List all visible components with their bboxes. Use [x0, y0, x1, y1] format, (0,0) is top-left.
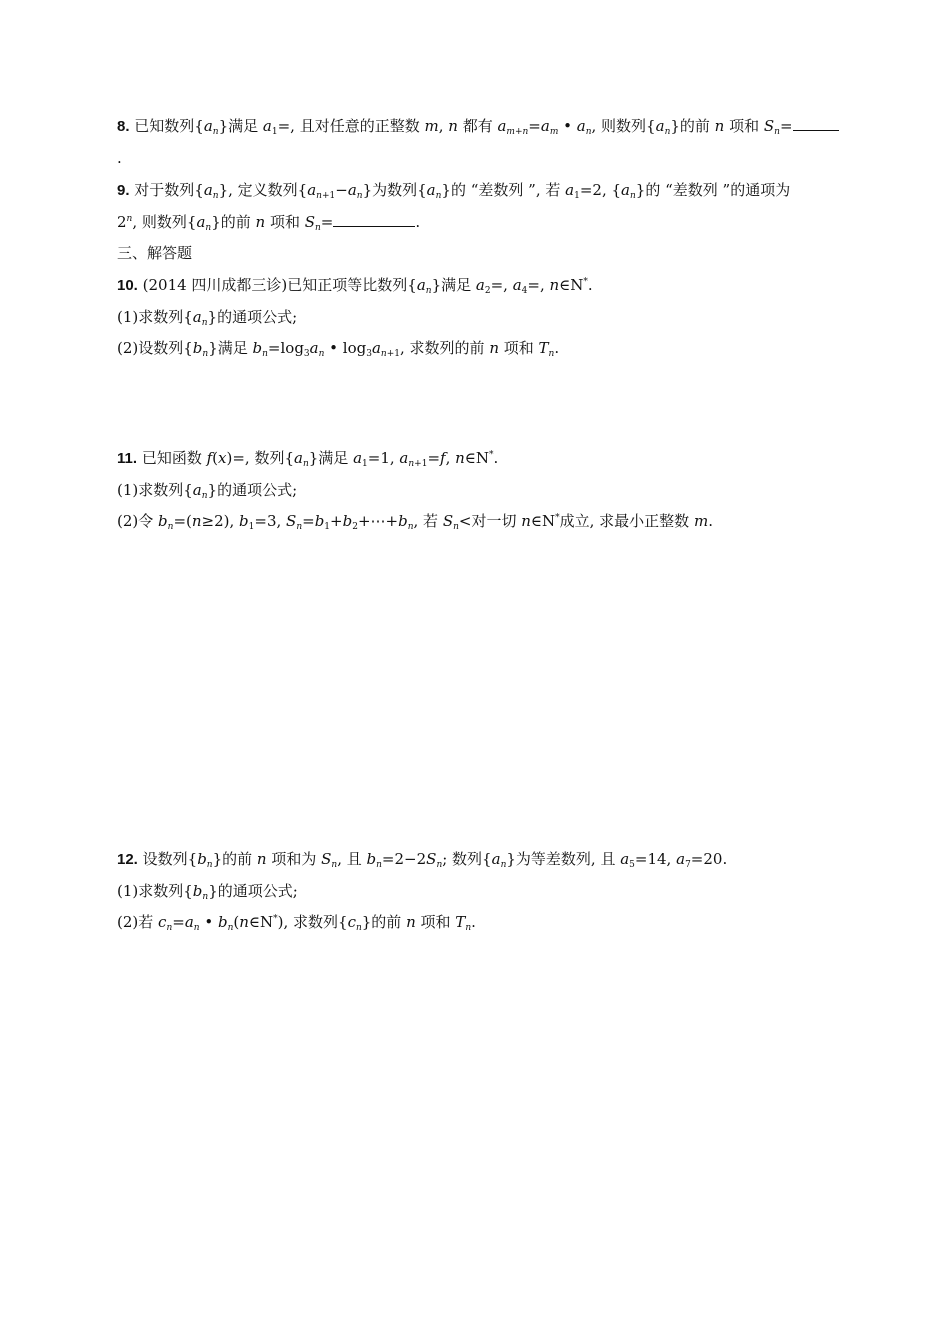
- question-12-number: 12.: [117, 851, 138, 868]
- question-8-line-2: .: [117, 149, 122, 167]
- question-11-stem: 11. 已知函数 f(x)=, 数列$\{a_n\}$满足 $a_1=1$, $a_{n+1}=f$, n∈N*.: [117, 449, 499, 469]
- question-8-text: 已知数列$\{a_n\}$满足 $a_1=$, 且对任意的正整数 m, n 都有 $a_{m+n}=a_m$ • $a_n$, 则数列$\{a_n\}$的前 n 项和 $S_n=$: [134, 117, 838, 135]
- question-8-number: 8.: [117, 118, 130, 135]
- question-10-part-1: (1)求数列$\{a_n\}$的通项公式;: [117, 308, 298, 328]
- answer-blank: [333, 212, 415, 227]
- question-9-text: 对于数列$\{a_n\}$, 定义数列$\{a_{n+1}-a_n\}$为数列$\{a_n\}$的 “差数列 ”, 若 $a_1=2$, $\{a_n\}$的 “差数列 ”的通项为: [134, 181, 791, 201]
- question-9-line-2: 2$^n$, 则数列$\{a_n\}$的前 n 项和 $S_n=$ .: [117, 213, 421, 233]
- question-11-number: 11.: [117, 450, 138, 467]
- question-11-part-2: (2)令 $b_n=(n\ge 2)$, $b_1=3$, $S_n=b_1+b_2+\cdots+b_n$, 若 $S_n<$对一切 n∈N*成立, 求最小正整数 m.: [117, 512, 713, 532]
- question-12-part-1: (1)求数列$\{b_n\}$的通项公式;: [117, 882, 298, 902]
- question-10-part-2: (2)设数列$\{b_n\}$满足 $b_n=\log_3a_n$ • $\log_3a_{n+1}$, 求数列的前 n 项和 $T_n$.: [117, 339, 560, 359]
- question-12-stem: 12. 设数列$\{b_n\}$的前 n 项和为 $S_n$, 且 $b_n=2-2S_n$; 数列$\{a_n\}$为等差数列, 且 $a_5=14$, $a_7=20$.: [117, 850, 728, 870]
- question-11-part-1: (1)求数列$\{a_n\}$的通项公式;: [117, 481, 298, 501]
- question-9-number: 9.: [117, 182, 130, 199]
- question-10-stem: 10. (2014 四川成都三诊)已知正项等比数列$\{a_n\}$满足 $a_2=$, $a_4=$, n∈N*.: [117, 276, 593, 296]
- answer-blank: [793, 116, 839, 131]
- question-9-line-1: [117, 180, 790, 201]
- question-12-part-2: (2)若 $c_n=a_n$ • $b_n(n\in N^*)$, 求数列$\{c_n\}$的前 n 项和 $T_n$.: [117, 913, 476, 933]
- question-8-line-1: [117, 116, 839, 137]
- question-10-number: 10.: [117, 277, 138, 294]
- section-title: 三、解答题: [117, 244, 193, 262]
